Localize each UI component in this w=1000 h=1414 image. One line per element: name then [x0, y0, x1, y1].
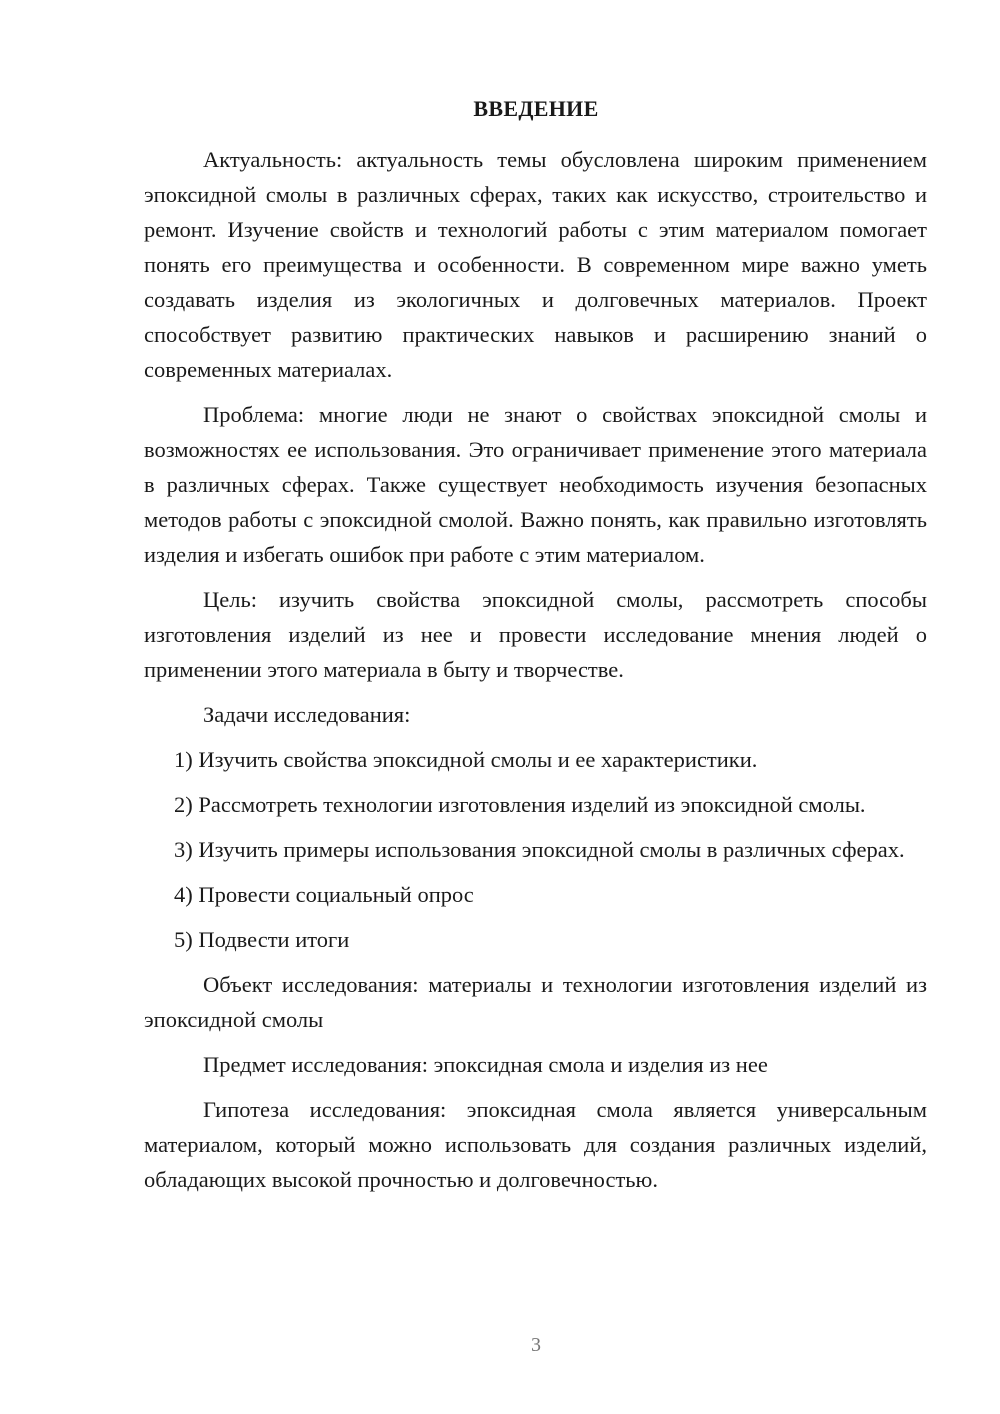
- task-item-5: 5) Подвести итоги: [174, 927, 350, 952]
- document-body: [144, 142, 927, 1207]
- task-item-4: 4) Провести социальный опрос: [174, 882, 474, 907]
- task-item-1: 1) Изучить свойства эпоксидной смолы и ее характеристики.: [174, 747, 758, 772]
- paragraph-hypothesis: Гипотеза исследования: эпоксидная смола является универсальным материалом, который можно использовать для создания различных изделий, обладающих высокой прочностью и долговечностью.: [144, 1097, 927, 1192]
- page-title: ВВЕДЕНИЕ: [473, 96, 599, 121]
- paragraph-relevance: Актуальность: актуальность темы обусловлена широким применением эпоксидной смолы в различных сферах, таких как искусство, строительство и ремонт. Изучение свойств и технологий работы с этим материалом помогает понять его преимущества и особенности. В современном мире важно уметь создавать изделия из экологичных и долговечных материалов. Проект способствует развитию практических навыков и расширению знаний о современных материалах.: [144, 147, 927, 382]
- paragraph-subject: Предмет исследования: эпоксидная смола и изделия из нее: [203, 1052, 768, 1077]
- page-number: 3: [531, 1334, 541, 1356]
- tasks-heading: Задачи исследования:: [203, 702, 411, 727]
- task-item-2: 2) Рассмотреть технологии изготовления изделий из эпоксидной смолы.: [174, 792, 866, 817]
- paragraph-object: Объект исследования: материалы и технологии изготовления изделий из эпоксидной смолы: [144, 972, 927, 1032]
- paragraph-problem: Проблема: многие люди не знают о свойствах эпоксидной смолы и возможностях ее использования. Это ограничивает применение этого материала в различных сферах. Также существует необходимость изучения безопасных методов работы с эпоксидной смолой. Важно понять, как правильно изготовлять изделия и избегать ошибок при работе с этим материалом.: [144, 402, 927, 567]
- task-item-3: 3) Изучить примеры использования эпоксидной смолы в различных сферах.: [174, 837, 905, 862]
- paragraph-goal: Цель: изучить свойства эпоксидной смолы, рассмотреть способы изготовления изделий из нее и провести исследование мнения людей о применении этого материала в быту и творчестве.: [144, 587, 927, 682]
